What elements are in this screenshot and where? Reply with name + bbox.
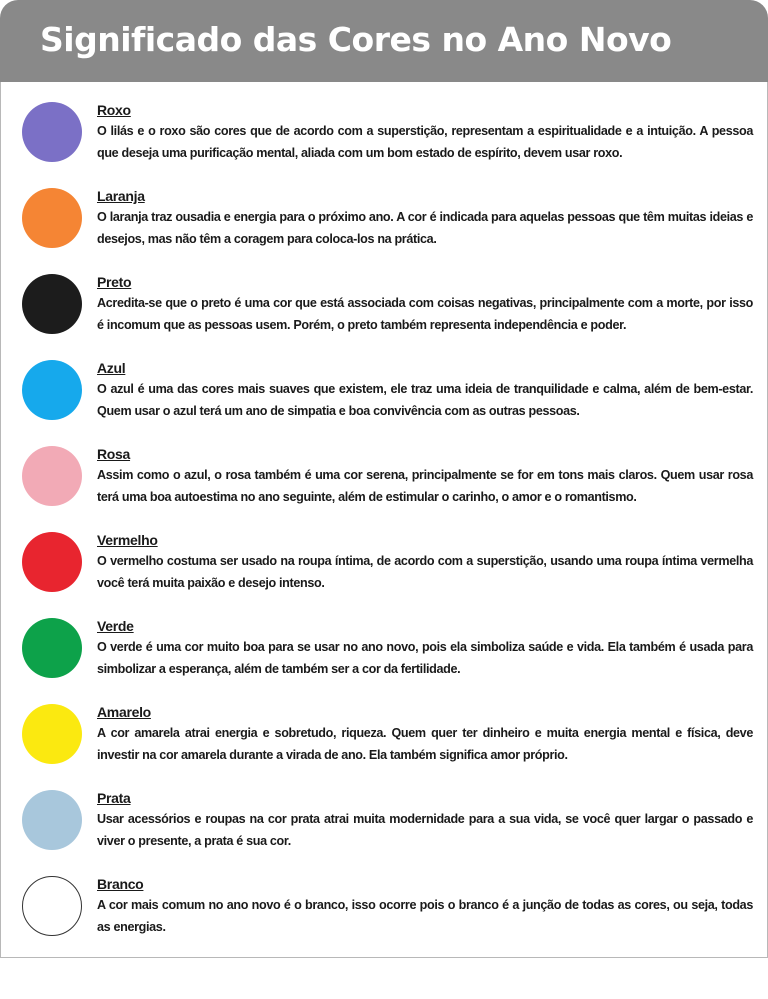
color-list <box>0 82 768 958</box>
color-item-verde <box>1 616 768 702</box>
color-swatch-branco <box>22 876 82 936</box>
color-description: O verde é uma cor muito boa para se usar no ano novo, pois ela simboliza saúde e vida. Ela também é usada para simbolizar a esperança, além de também ser a cor da fertilidade. <box>97 640 753 676</box>
color-name: Roxo <box>97 102 131 118</box>
color-swatch-azul <box>22 360 82 420</box>
color-description: O lilás e o roxo são cores que de acordo com a superstição, representam a espiritualidade e a intuição. A pessoa que deseja uma purificação mental, aliada com um bom estado de espírito, devem usar roxo. <box>97 124 753 160</box>
color-name: Vermelho <box>97 532 158 548</box>
color-swatch-preto <box>22 274 82 334</box>
color-swatch-rosa <box>22 446 82 506</box>
color-name: Prata <box>97 790 131 806</box>
color-item-azul <box>1 358 768 444</box>
color-name: Branco <box>97 876 144 892</box>
color-item-prata <box>1 788 768 874</box>
color-name: Preto <box>97 274 132 290</box>
header-bar <box>0 0 768 82</box>
color-swatch-roxo <box>22 102 82 162</box>
color-description: Usar acessórios e roupas na cor prata atrai muita modernidade para a sua vida, se você quer largar o passado e viver o presente, a prata é sua cor. <box>97 812 753 848</box>
color-item-vermelho <box>1 530 768 616</box>
color-item-preto <box>1 272 768 358</box>
color-description: Assim como o azul, o rosa também é uma cor serena, principalmente se for em tons mais claros. Quem usar rosa terá uma boa autoestima no ano seguinte, além de estimular o carinho, o amor e o romantismo. <box>97 468 753 504</box>
color-name: Amarelo <box>97 704 151 720</box>
color-swatch-verde <box>22 618 82 678</box>
page-title: Significado das Cores no Ano Novo <box>40 20 672 59</box>
color-name: Rosa <box>97 446 131 462</box>
color-swatch-laranja <box>22 188 82 248</box>
color-item-amarelo <box>1 702 768 788</box>
color-description: Acredita-se que o preto é uma cor que está associada com coisas negativas, principalmente com a morte, por isso é incomum que as pessoas usem. Porém, o preto também representa independência e poder. <box>97 296 753 332</box>
color-swatch-prata <box>22 790 82 850</box>
color-description: O laranja traz ousadia e energia para o próximo ano. A cor é indicada para aquelas pessoas que têm muitas ideias e desejos, mas não têm a coragem para coloca-los na prática. <box>97 210 753 246</box>
color-item-branco <box>1 874 768 960</box>
color-description: A cor amarela atrai energia e sobretudo, riqueza. Quem quer ter dinheiro e muita energia mental e física, deve investir na cor amarela durante a virada de ano. Ela também significa amor próprio. <box>97 726 753 762</box>
color-name: Laranja <box>97 188 145 204</box>
color-swatch-vermelho <box>22 532 82 592</box>
color-item-roxo <box>1 100 768 186</box>
color-description: A cor mais comum no ano novo é o branco, isso ocorre pois o branco é a junção de todas as cores, ou seja, todas as energias. <box>97 898 753 934</box>
color-item-laranja <box>1 186 768 272</box>
color-item-rosa <box>1 444 768 530</box>
color-name: Verde <box>97 618 134 634</box>
color-description: O azul é uma das cores mais suaves que existem, ele traz uma ideia de tranquilidade e calma, além de bem-estar. Quem usar o azul terá um ano de simpatia e boa convivência com as outras pessoas. <box>97 382 753 418</box>
color-name: Azul <box>97 360 126 376</box>
color-description: O vermelho costuma ser usado na roupa íntima, de acordo com a superstição, usando uma roupa íntima vermelha você terá muita paixão e desejo intenso. <box>97 554 753 590</box>
color-swatch-amarelo <box>22 704 82 764</box>
